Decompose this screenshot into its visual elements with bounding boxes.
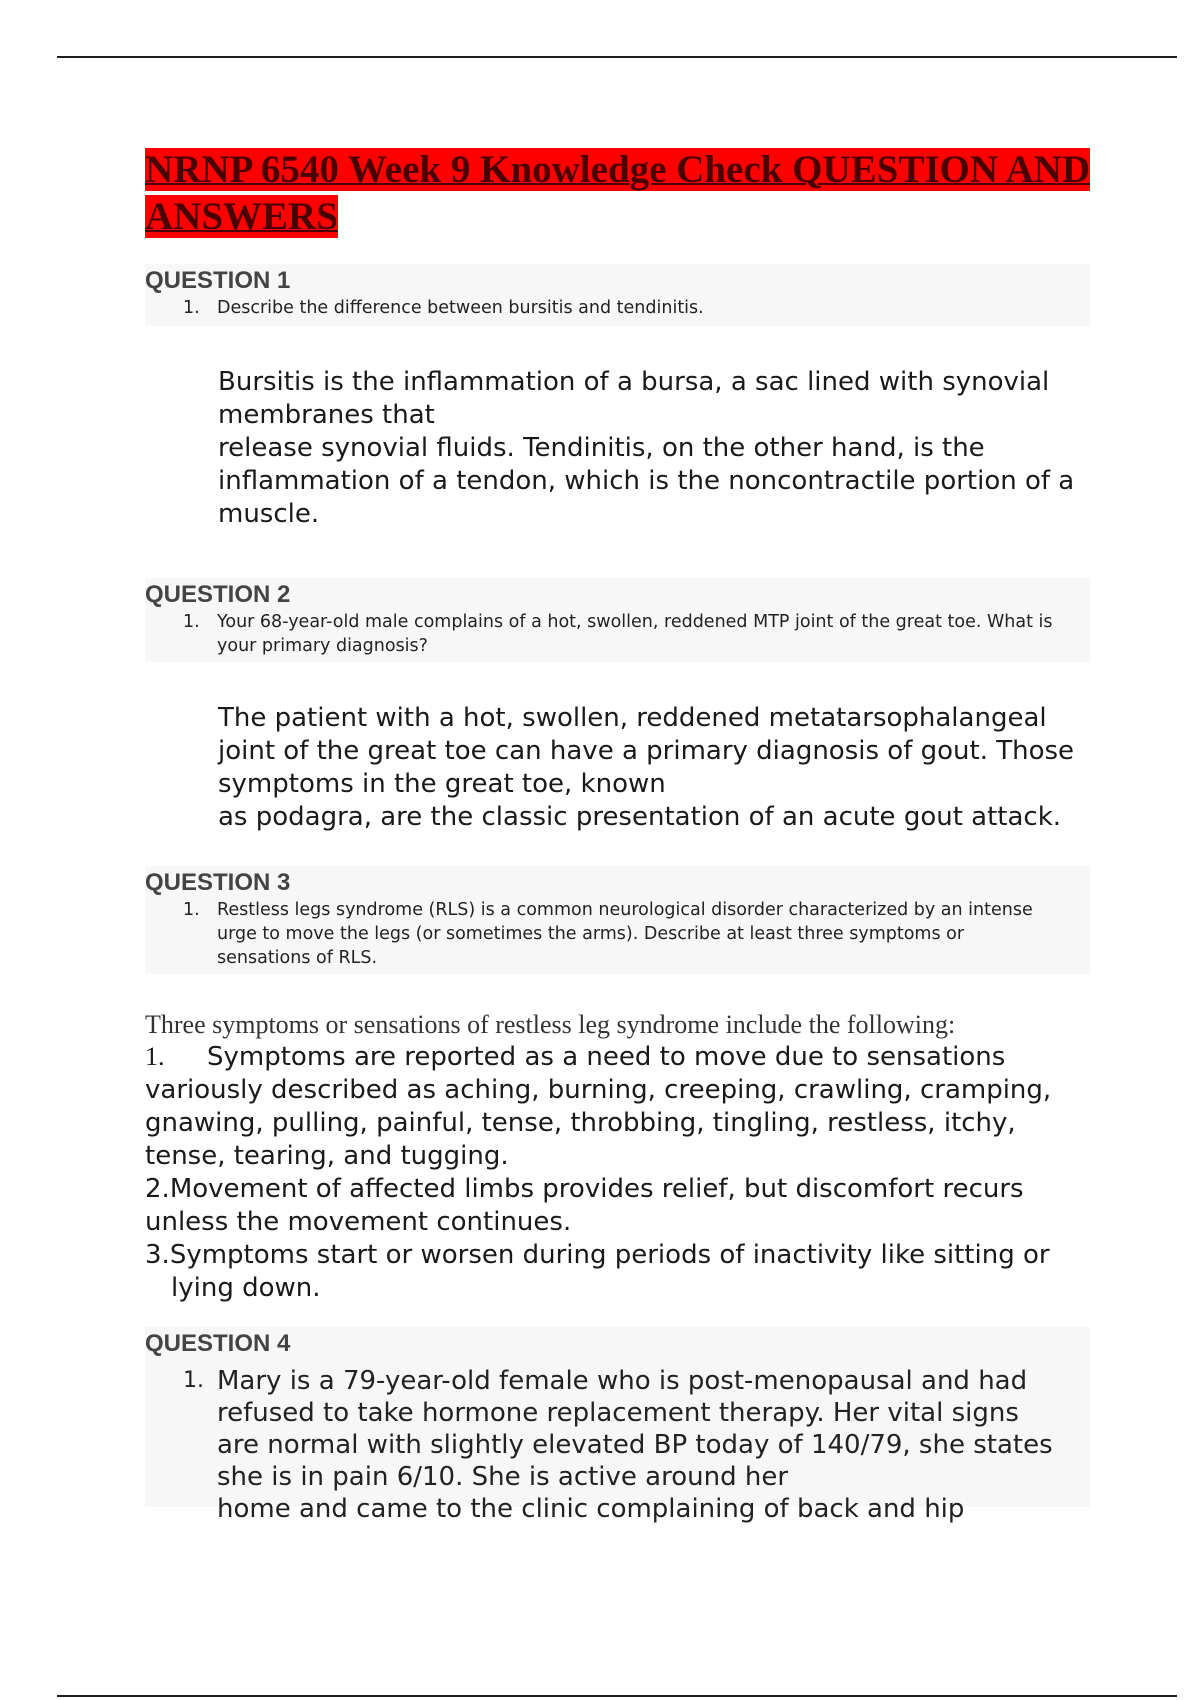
question-number: 1. (183, 612, 200, 632)
question-2-block (145, 578, 1090, 662)
document-title: NRNP 6540 Week 9 Knowledge Check QUESTION AND ANSWERS (145, 148, 1091, 238)
question-number: 1. (183, 900, 200, 920)
answer-intro: Three symptoms or sensations of restless leg syndrome include the following: (145, 1010, 956, 1039)
answer-item: 2.Movement of affected limbs provides relief, but discomfort recurs unless the movement continues. (145, 1174, 1024, 1237)
question-1-heading: QUESTION 1 (145, 267, 291, 294)
question-2-text: 1. Your 68-year-old male complains of a hot, swollen, reddened MTP joint of the great toe. What is your primary diagnosis? (183, 612, 1053, 656)
answer-line: release synovial fluids. Tendinitis, on the other hand, is the inflammation of a tendon, which is the noncontractile portion of a muscle. (218, 433, 1075, 529)
question-number: 1. (183, 1368, 204, 1393)
answer-line: Bursitis is the inflammation of a bursa, a sac lined with synovial membranes that (218, 367, 1050, 430)
answer-3 (145, 1010, 1095, 1305)
question-4-cut-line: home and came to the clinic complaining of back and hip (217, 1494, 965, 1524)
answer-line: as podagra, are the classic presentation of an acute gout attack. (218, 802, 1062, 832)
document-body (145, 146, 1095, 1524)
question-3-text: 1. Restless legs syndrome (RLS) is a common neurological disorder characterized by an intense urge to move the legs (or sometimes the arms). Describe at least three symptoms or sensations of RLS. (183, 900, 1033, 968)
footer-rule (57, 1695, 1177, 1697)
question-2-heading: QUESTION 2 (145, 581, 291, 608)
question-1-text: 1. Describe the difference between bursitis and tendinitis. (183, 298, 704, 318)
answer-item: 1. Symptoms are reported as a need to move due to sensations variously described as aching, burning, creeping, crawling, cramping, gnawing, pulling, painful, tense, throbbing, tingling, restless, itchy, tense, tearing, and tugging. (145, 1042, 1052, 1171)
question-4-heading: QUESTION 4 (145, 1330, 291, 1357)
question-1-block (145, 264, 1090, 326)
question-4-block (145, 1327, 1090, 1524)
answer-1 (145, 366, 1095, 531)
question-3-block (145, 866, 1090, 974)
question-3-heading: QUESTION 3 (145, 869, 291, 896)
answer-line: The patient with a hot, swollen, reddened metatarsophalangeal joint of the great toe can have a primary diagnosis of gout. Those symptoms in the great toe, known (218, 703, 1075, 799)
answer-item: 3.Symptoms start or worsen during periods of inactivity like sitting or lying down. (145, 1240, 1050, 1303)
answer-2 (145, 702, 1095, 834)
header-rule (57, 56, 1177, 58)
question-number: 1. (183, 298, 200, 318)
question-4-text: 1. Mary is a 79-year-old female who is post-menopausal and had refused to take hormone replacement therapy. Her vital signs are normal with slightly elevated BP today of 140/79, she states she is in pain 6/10. She is active around her home and came to the clinic complaining of back and hip (145, 1359, 1090, 1523)
